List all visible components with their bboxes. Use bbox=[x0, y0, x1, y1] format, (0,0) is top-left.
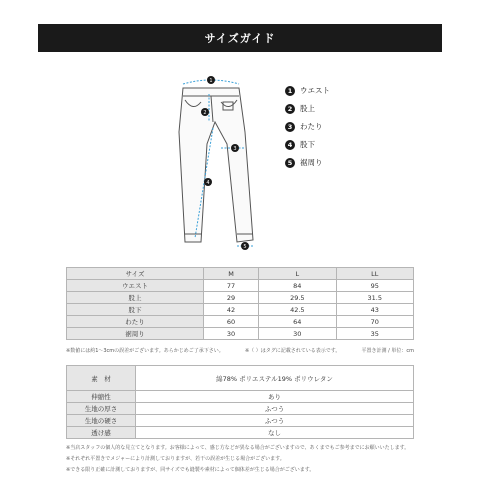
header-cell: L bbox=[259, 268, 336, 280]
table-cell: 30 bbox=[259, 328, 336, 340]
size-note-middle: ※（ ）はタグに記載されている表示です。 bbox=[244, 348, 341, 354]
table-cell: 30 bbox=[204, 328, 259, 340]
table-header-row bbox=[67, 268, 414, 280]
legend-number: 5 bbox=[285, 158, 295, 168]
table-cell: 70 bbox=[336, 316, 413, 328]
legend-label: 股上 bbox=[300, 104, 315, 113]
table-cell: 64 bbox=[259, 316, 336, 328]
measurement-legend bbox=[285, 84, 395, 174]
table-cell: 29.5 bbox=[259, 292, 336, 304]
legend-number: 2 bbox=[285, 104, 295, 114]
table-cell: 95 bbox=[336, 280, 413, 292]
table-row bbox=[67, 391, 414, 403]
table-cell: 31.5 bbox=[336, 292, 413, 304]
table-cell: 29 bbox=[204, 292, 259, 304]
legend-label: ウエスト bbox=[300, 86, 330, 95]
row-label: 生地の厚さ bbox=[67, 403, 136, 415]
size-guide-header bbox=[38, 24, 442, 52]
legend-label: 裾周り bbox=[300, 158, 323, 167]
marker-1-label: 1 bbox=[209, 78, 213, 84]
table-cell: 60 bbox=[204, 316, 259, 328]
footnote: ※当店スタッフの個人的な見立てとなります。お客様によって、感じ方などが異なる場合がございますので、あくまでもご参考までにお願いいたします。 bbox=[66, 445, 410, 451]
legend-number: 1 bbox=[285, 86, 295, 96]
row-label: 股下 bbox=[67, 304, 204, 316]
header-cell: LL bbox=[336, 268, 413, 280]
row-label: 透け感 bbox=[67, 427, 136, 439]
legend-item-inseam bbox=[285, 138, 395, 151]
row-label: わたり bbox=[67, 316, 204, 328]
row-label: 伸縮性 bbox=[67, 391, 136, 403]
spec-table bbox=[66, 365, 414, 439]
row-label: 生地の硬さ bbox=[67, 415, 136, 427]
page-title: サイズガイド bbox=[204, 32, 276, 45]
table-cell: 43 bbox=[336, 304, 413, 316]
size-note-left: ※数値には約1〜3cmの誤差がございます。あらかじめご了承下さい。 bbox=[66, 348, 224, 354]
size-note-right: 平置き計測 / 単位：cm bbox=[361, 348, 414, 354]
table-cell: 77 bbox=[204, 280, 259, 292]
table-row bbox=[67, 280, 414, 292]
legend-number: 3 bbox=[285, 122, 295, 132]
table-row bbox=[67, 415, 414, 427]
legend-item-waist bbox=[285, 84, 395, 97]
table-cell: 35 bbox=[336, 328, 413, 340]
table-row bbox=[67, 328, 414, 340]
header-cell: サイズ bbox=[67, 268, 204, 280]
size-table bbox=[66, 267, 414, 340]
footnote: ※できる限り正確に計測しておりますが、同サイズでも縫製や素材によって個体差が生じる場合がございます。 bbox=[66, 467, 315, 473]
table-row bbox=[67, 316, 414, 328]
legend-number: 4 bbox=[285, 140, 295, 150]
legend-label: 股下 bbox=[300, 140, 315, 149]
table-cell: 綿78% ポリエステル19% ポリウレタン bbox=[136, 366, 414, 391]
marker-4-label: 4 bbox=[206, 180, 210, 186]
table-cell: 42 bbox=[204, 304, 259, 316]
table-row bbox=[67, 366, 414, 391]
table-row bbox=[67, 292, 414, 304]
marker-2-label: 2 bbox=[203, 110, 207, 116]
row-label: 素 材 bbox=[67, 366, 136, 391]
footnotes bbox=[66, 443, 414, 476]
table-cell: なし bbox=[136, 427, 414, 439]
legend-item-rise bbox=[285, 102, 395, 115]
table-cell: ふつう bbox=[136, 415, 414, 427]
marker-5-label: 5 bbox=[243, 244, 247, 250]
header-cell: M bbox=[204, 268, 259, 280]
pants-diagram bbox=[165, 72, 265, 252]
marker-3-label: 3 bbox=[233, 146, 237, 152]
legend-item-thigh bbox=[285, 120, 395, 133]
table-row bbox=[67, 304, 414, 316]
table-cell: 42.5 bbox=[259, 304, 336, 316]
footnote: ※それぞれ平置きでメジャーにより計測しておりますが、若干の誤差が生じる場合がございます。 bbox=[66, 456, 285, 462]
table-row bbox=[67, 403, 414, 415]
row-label: 股上 bbox=[67, 292, 204, 304]
row-label: 裾周り bbox=[67, 328, 204, 340]
table-cell: ふつう bbox=[136, 403, 414, 415]
legend-item-hem bbox=[285, 156, 395, 169]
table-row bbox=[67, 427, 414, 439]
legend-label: わたり bbox=[300, 122, 323, 131]
size-note bbox=[66, 347, 414, 354]
table-cell: 84 bbox=[259, 280, 336, 292]
row-label: ウエスト bbox=[67, 280, 204, 292]
table-cell: あり bbox=[136, 391, 414, 403]
